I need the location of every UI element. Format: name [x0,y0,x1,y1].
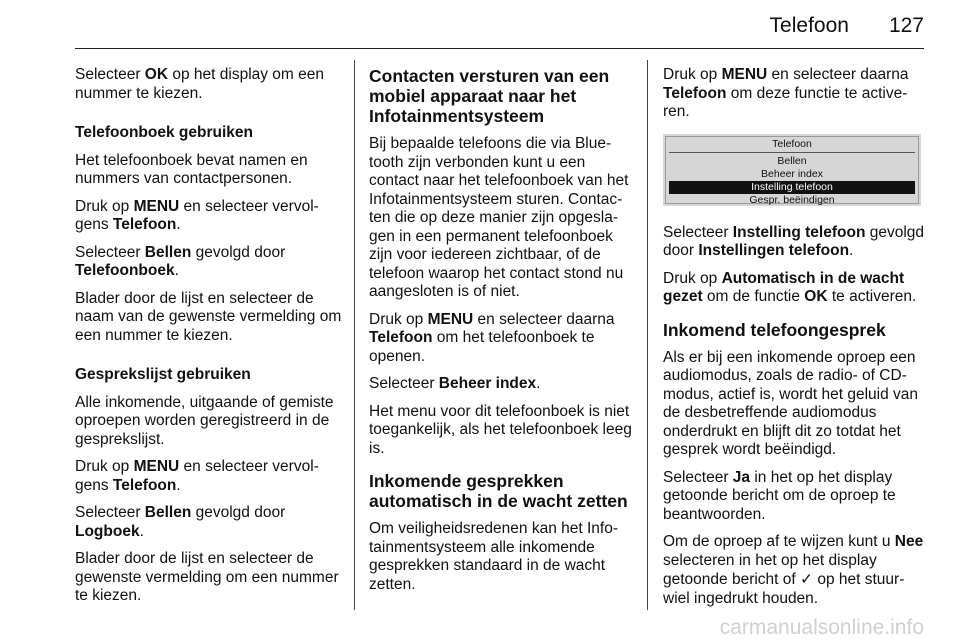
paragraph: Als er bij een inkomende oproep een audiomodus, zoals de radio- of CD-modus, actief is, wordt het geluid van de desbetreffende audiomodus onderdrukt en blijft dit zo totdat het gesprek wordt beëindigd. [663,348,919,458]
phone-menu-screen [663,134,921,206]
paragraph: Druk op MENU en selecteer vervol-gens Telefoon. [75,197,319,233]
column-divider [647,60,648,610]
paragraph: Selecteer Beheer index. [369,375,541,392]
screen-menu-item: Gespr. beëindigen [749,193,835,206]
screen-menu-item: Bellen [777,154,807,167]
header-rule [75,48,924,49]
paragraph: Blader door de lijst en selecteer de gewenste vermelding om een nummer te kiezen. [75,550,339,604]
paragraph: Druk op MENU en selecteer daarna Telefoon om deze functie te active-ren. [663,66,909,120]
page-number: 127 [888,14,924,37]
column-3 [663,66,927,617]
screen-menu-item-selected: Instelling telefoon [669,181,915,194]
paragraph: Om veiligheidsredenen kan het Info-tainmentsysteem alle inkomende gesprekken standaard in de wacht zetten. [369,520,619,593]
screen-title: Telefoon [772,137,812,150]
paragraph: Selecteer Instelling telefoon gevolgd door Instellingen telefoon. [663,223,925,259]
screen-menu-item: Beheer index [761,167,823,180]
paragraph: Het menu voor dit telefoonboek is niet toegankelijk, als het telefoonboek leeg is. [369,402,632,457]
paragraph: Druk op MENU en selecteer vervol-gens Telefoon. [75,458,319,494]
screen-menu [669,155,915,207]
paragraph: Druk op Automatisch in de wacht gezet om de functie OK te activeren. [663,269,917,305]
section-heading: Inkomende gesprekken automatisch in de wacht zetten [369,471,628,511]
paragraph: Selecteer Ja in het op het display getoonde bericht om de oproep te beantwoorden. [663,468,896,523]
paragraph: Om de oproep af te wijzen kunt u Nee selecteren in het op het display getoonde bericht of ✓ op het stuur-wiel ingedrukt houden. [663,533,924,607]
subheading: Telefoonboek gebruiken [75,124,253,141]
paragraph: Selecteer Bellen gevolgd door Logboek. [75,504,286,540]
paragraph: Alle inkomende, uitgaande of gemiste oproepen worden geregistreerd in de gesprekslijst. [75,393,334,448]
paragraph: Het telefoonboek bevat namen en nummers van contactpersonen. [75,151,308,187]
page-title: Telefoon [769,14,849,37]
paragraph: Druk op MENU en selecteer daarna Telefoon om het telefoonboek te openen. [369,310,615,365]
paragraph: Bij bepaalde telefoons die via Blue-tooth zijn verbonden kunt u een contact naar het telefoonboek van het Infotainmentsysteem sturen. Contac-ten die op deze manier zijn opgesla-gen in een permanent telefoonboek zijn voor iedereen zichtbaar, of de telefoon waarop het contact stond nu aangesloten is of niet. [369,135,629,300]
column-divider [354,60,355,610]
column-1 [75,66,343,615]
page-header [770,14,924,38]
checkmark-icon: ✓ [800,570,814,588]
subheading: Gesprekslijst gebruiken [75,366,251,383]
watermark: carmanualsonline.info [719,616,924,639]
paragraph: Selecteer OK op het display om een nummer te kiezen. [75,66,325,102]
section-heading: Contacten versturen van een mobiel apparaat naar het Infotainmentsysteem [369,66,610,126]
paragraph: Blader door de lijst en selecteer de naam van de gewenste vermelding om een nummer te kiezen. [75,289,342,344]
column-2 [369,66,635,603]
paragraph: Selecteer Bellen gevolgd door Telefoonboek. [75,243,286,279]
section-heading: Inkomend telefoongesprek [663,319,886,340]
